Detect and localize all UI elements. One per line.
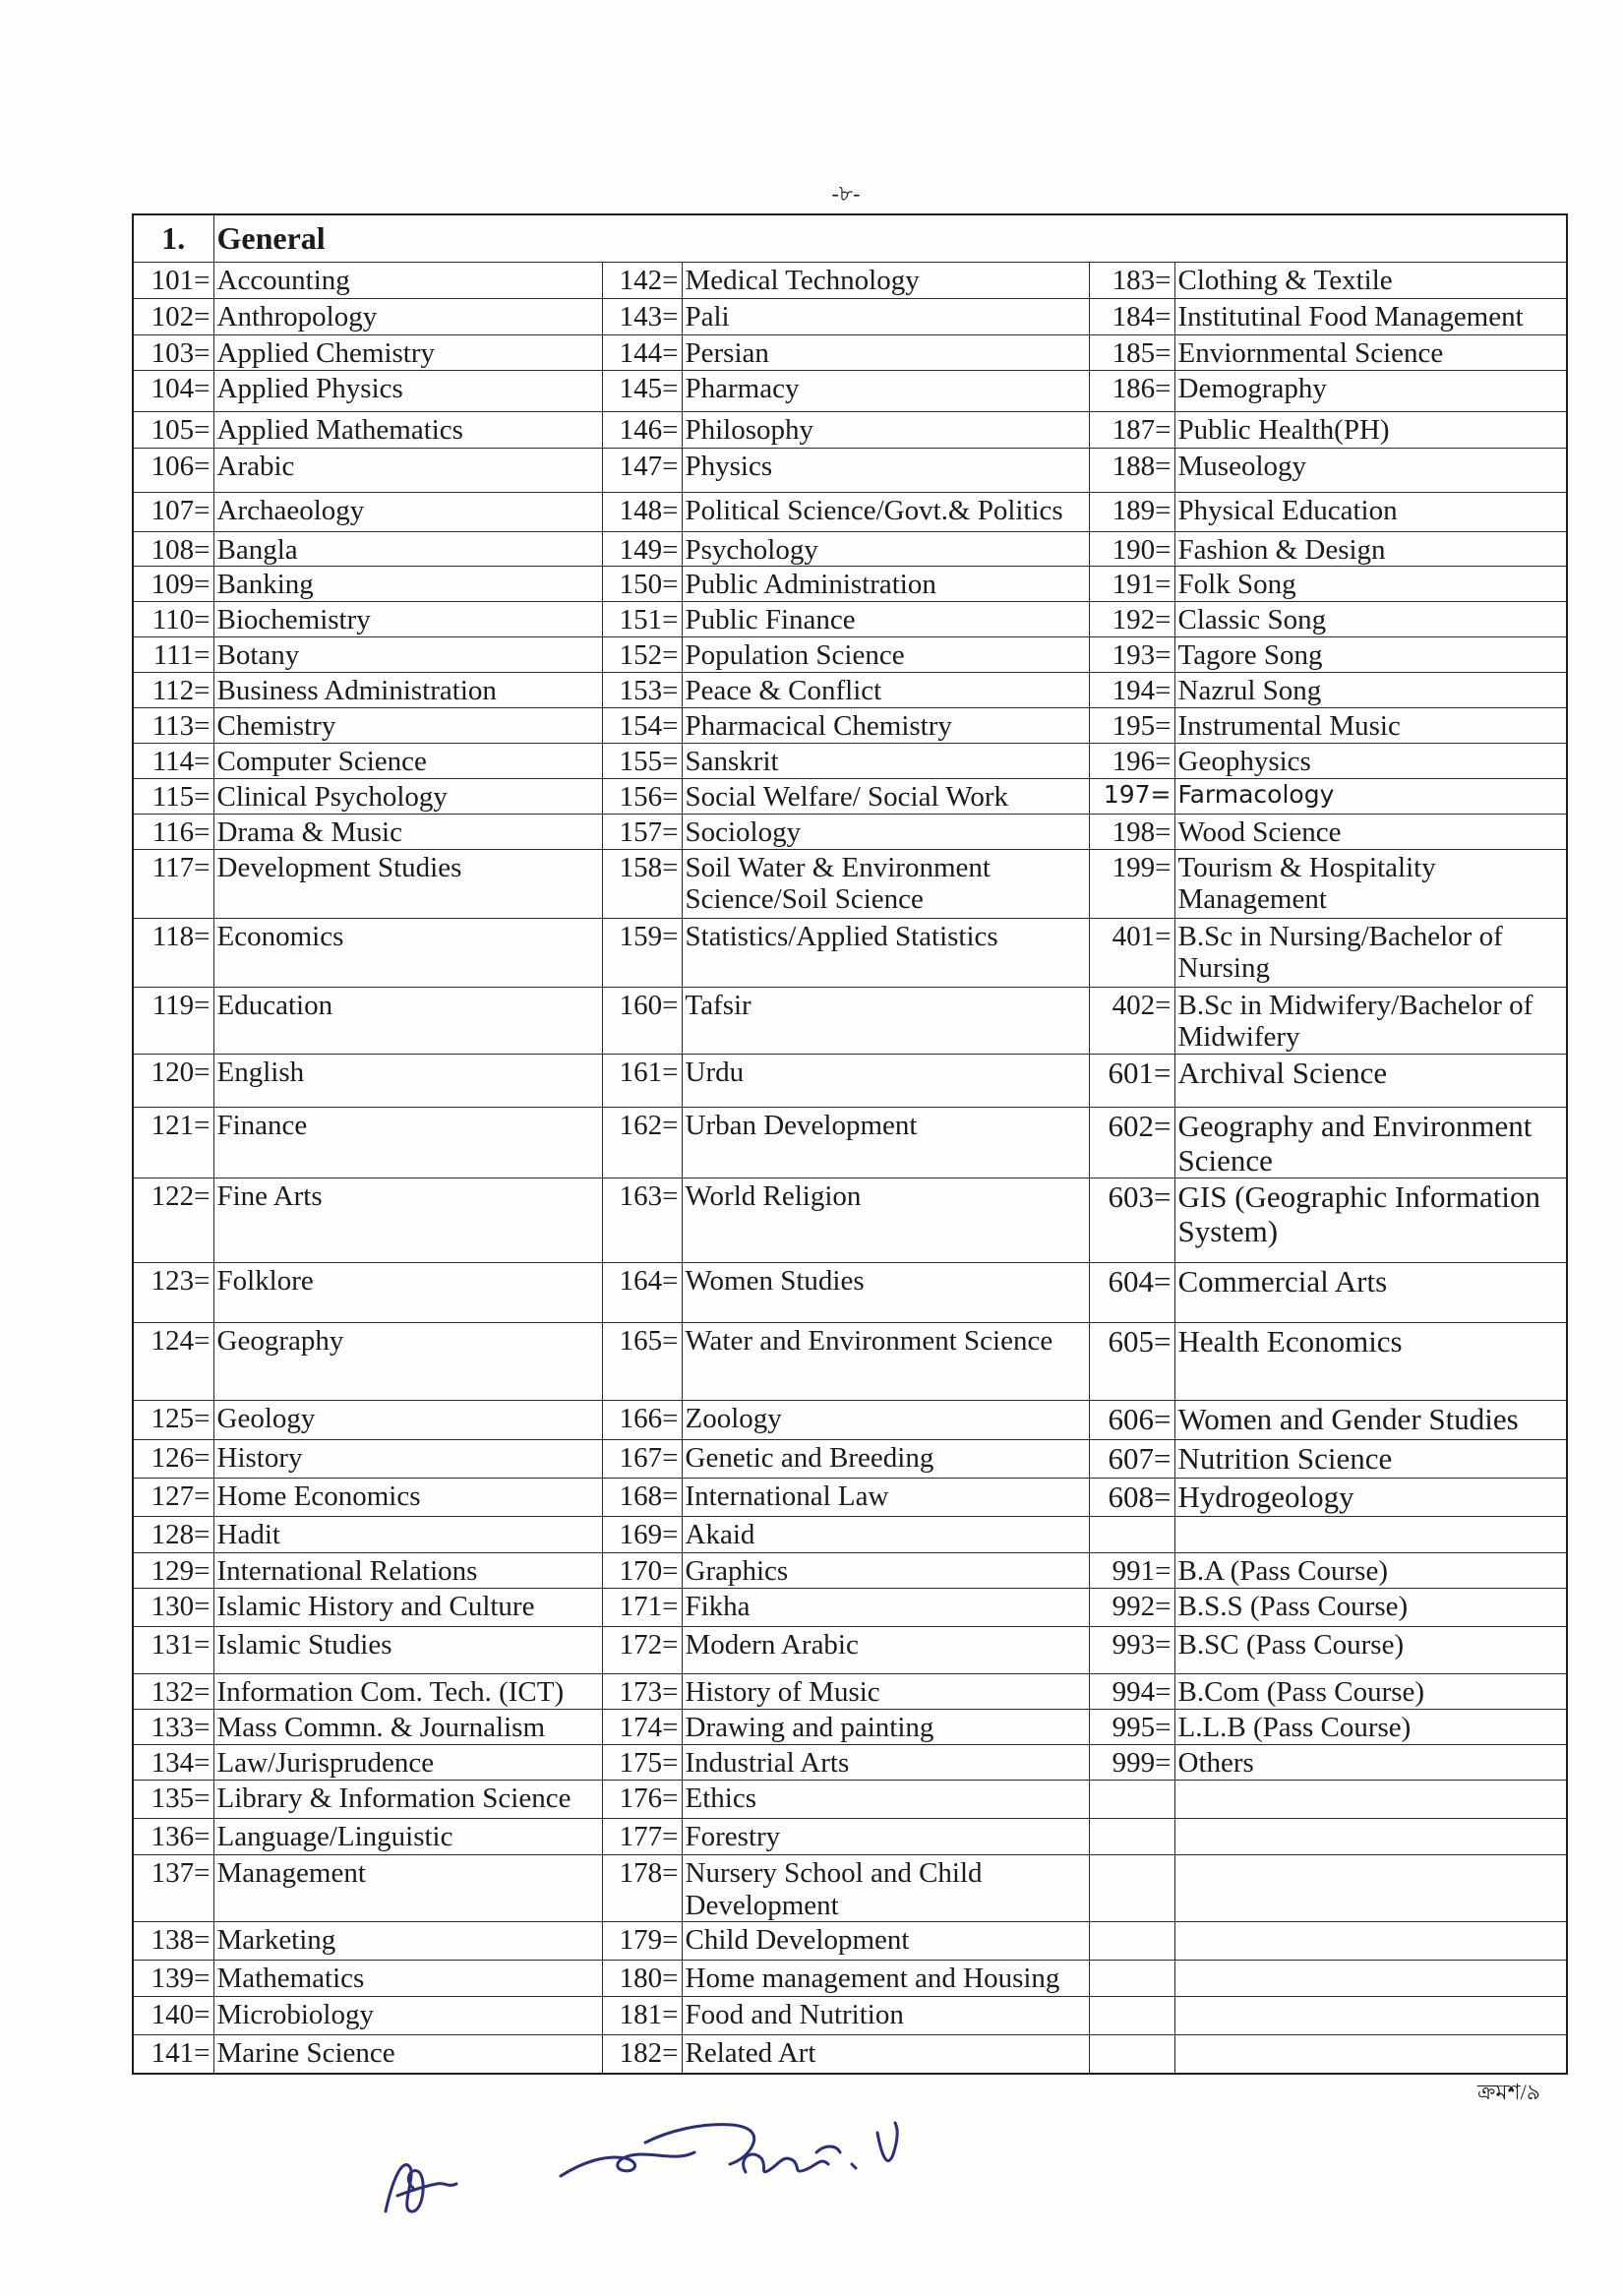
subject-code: 116= [133, 814, 213, 849]
subject-name: Political Science/Govt.& Politics [682, 492, 1089, 531]
subject-name: Applied Mathematics [213, 411, 602, 448]
subject-name: Islamic Studies [213, 1627, 602, 1674]
subject-name: Sanskrit [682, 743, 1089, 778]
table-row [133, 1323, 1567, 1401]
subject-code: 198= [1089, 814, 1174, 849]
table-row [133, 566, 1567, 601]
subject-code: 163= [602, 1178, 682, 1263]
subject-code: 117= [133, 849, 213, 918]
subject-name: Women Studies [682, 1263, 1089, 1323]
subject-code: 114= [133, 743, 213, 778]
subject-code: 191= [1089, 566, 1174, 601]
subject-name: Folk Song [1174, 566, 1567, 601]
table-row [133, 1479, 1567, 1517]
subject-code: 174= [602, 1710, 682, 1745]
subject-code: 601= [1089, 1054, 1174, 1107]
subject-name: Hydrogeology [1174, 1479, 1567, 1517]
subject-name: Geography [213, 1323, 602, 1401]
subject-code: 111= [133, 636, 213, 672]
signature-left [386, 2165, 456, 2212]
table-row [133, 1107, 1567, 1178]
table-row [133, 1553, 1567, 1589]
subject-code: 156= [602, 778, 682, 814]
table-row [133, 672, 1567, 707]
subject-code: 180= [602, 1961, 682, 1997]
subject-name: Hadit [213, 1517, 602, 1553]
signature-right [744, 2123, 898, 2172]
empty-cell [1089, 1961, 1174, 1997]
subject-name: Water and Environment Science [682, 1323, 1089, 1401]
subject-name: Public Health(PH) [1174, 411, 1567, 448]
subject-code: 145= [602, 370, 682, 411]
subject-code: 133= [133, 1710, 213, 1745]
subject-name: Tafsir [682, 987, 1089, 1054]
subject-name: Economics [213, 918, 602, 987]
subject-name: Geography and Environment Science [1174, 1107, 1567, 1178]
subject-name: World Religion [682, 1178, 1089, 1263]
subject-code: 108= [133, 531, 213, 566]
subject-name: Banking [213, 566, 602, 601]
subject-name: Farmacology [1174, 778, 1567, 814]
subject-code: 175= [602, 1745, 682, 1781]
subject-name: Marketing [213, 1922, 602, 1961]
subject-name: Mass Commn. & Journalism [213, 1710, 602, 1745]
subject-code: 170= [602, 1553, 682, 1589]
subject-name: Philosophy [682, 411, 1089, 448]
subject-name: Information Com. Tech. (ICT) [213, 1674, 602, 1710]
subject-code: 995= [1089, 1710, 1174, 1745]
empty-cell [1089, 1922, 1174, 1961]
subject-code: 169= [602, 1517, 682, 1553]
subject-name: Peace & Conflict [682, 672, 1089, 707]
subject-code: 126= [133, 1440, 213, 1479]
subject-name: Statistics/Applied Statistics [682, 918, 1089, 987]
subject-code: 172= [602, 1627, 682, 1674]
table-row [133, 1054, 1567, 1107]
subject-code: 999= [1089, 1745, 1174, 1781]
subject-code: 158= [602, 849, 682, 918]
table-row [133, 743, 1567, 778]
subject-code: 148= [602, 492, 682, 531]
subject-code: 135= [133, 1781, 213, 1819]
subject-code: 115= [133, 778, 213, 814]
empty-cell [1174, 1855, 1567, 1922]
table-row [133, 1745, 1567, 1781]
subject-name: Zoology [682, 1401, 1089, 1440]
subject-code: 152= [602, 636, 682, 672]
subject-code: 162= [602, 1107, 682, 1178]
table-row [133, 1627, 1567, 1674]
subject-code: 196= [1089, 743, 1174, 778]
subject-name: Fikha [682, 1589, 1089, 1627]
subject-code: 179= [602, 1922, 682, 1961]
subject-code: 187= [1089, 411, 1174, 448]
subject-code: 124= [133, 1323, 213, 1401]
subject-code: 991= [1089, 1553, 1174, 1589]
table-row [133, 1855, 1567, 1922]
table-row [133, 1710, 1567, 1745]
subject-name: Applied Physics [213, 370, 602, 411]
empty-cell [1089, 1997, 1174, 2035]
empty-cell [1089, 1819, 1174, 1855]
subject-name: Management [213, 1855, 602, 1922]
subject-code: 199= [1089, 849, 1174, 918]
empty-cell [1174, 1922, 1567, 1961]
table-row [133, 492, 1567, 531]
empty-cell [1174, 1781, 1567, 1819]
subject-name: Microbiology [213, 1997, 602, 2035]
subject-code: 131= [133, 1627, 213, 1674]
subject-code: 183= [1089, 262, 1174, 298]
subject-code: 121= [133, 1107, 213, 1178]
subject-code: 151= [602, 601, 682, 636]
subject-name: Physics [682, 448, 1089, 492]
subject-name: International Law [682, 1479, 1089, 1517]
subject-code: 129= [133, 1553, 213, 1589]
subject-name: Library & Information Science [213, 1781, 602, 1819]
subject-name: Classic Song [1174, 601, 1567, 636]
subject-name: Instrumental Music [1174, 707, 1567, 743]
subject-name: Archaeology [213, 492, 602, 531]
subject-name: Mathematics [213, 1961, 602, 1997]
subject-name: Nutrition Science [1174, 1440, 1567, 1479]
subject-code: 154= [602, 707, 682, 743]
subject-name: Urdu [682, 1054, 1089, 1107]
subject-name: History of Music [682, 1674, 1089, 1710]
subject-code: 155= [602, 743, 682, 778]
table-row [133, 262, 1567, 298]
subject-name: Public Administration [682, 566, 1089, 601]
table-row [133, 531, 1567, 566]
table-row [133, 370, 1567, 411]
subject-name: Fashion & Design [1174, 531, 1567, 566]
subject-code: 106= [133, 448, 213, 492]
subject-name: Enviornmental Science [1174, 334, 1567, 370]
subject-code: 149= [602, 531, 682, 566]
subject-code: 992= [1089, 1589, 1174, 1627]
subject-code: 127= [133, 1479, 213, 1517]
subject-name: Food and Nutrition [682, 1997, 1089, 2035]
subject-name: Pharmacical Chemistry [682, 707, 1089, 743]
empty-cell [1089, 1781, 1174, 1819]
table-row [133, 636, 1567, 672]
subject-name: Women and Gender Studies [1174, 1401, 1567, 1440]
subject-name: Biochemistry [213, 601, 602, 636]
subject-name: Archival Science [1174, 1054, 1567, 1107]
subject-name: L.L.B (Pass Course) [1174, 1710, 1567, 1745]
table-row [133, 1922, 1567, 1961]
subject-name: Urban Development [682, 1107, 1089, 1178]
subject-name: Islamic History and Culture [213, 1589, 602, 1627]
subject-name: Fine Arts [213, 1178, 602, 1263]
table-row [133, 1589, 1567, 1627]
subject-name: Education [213, 987, 602, 1054]
table-row [133, 778, 1567, 814]
subject-code: 193= [1089, 636, 1174, 672]
subject-name: Applied Chemistry [213, 334, 602, 370]
subject-code: 607= [1089, 1440, 1174, 1479]
table-row [133, 1961, 1567, 1997]
subject-code: 107= [133, 492, 213, 531]
subject-code: 112= [133, 672, 213, 707]
subject-code-table [132, 213, 1568, 2075]
table-row [133, 987, 1567, 1054]
subject-name: Ethics [682, 1781, 1089, 1819]
subject-code: 146= [602, 411, 682, 448]
subject-name: Commercial Arts [1174, 1263, 1567, 1323]
table-row [133, 1263, 1567, 1323]
table-row [133, 1674, 1567, 1710]
subject-name: B.S.S (Pass Course) [1174, 1589, 1567, 1627]
subject-name: Sociology [682, 814, 1089, 849]
subject-code: 138= [133, 1922, 213, 1961]
subject-name: Persian [682, 334, 1089, 370]
subject-name: Marine Science [213, 2035, 602, 2074]
subject-name: Law/Jurisprudence [213, 1745, 602, 1781]
subject-name: B.A (Pass Course) [1174, 1553, 1567, 1589]
subject-code: 110= [133, 601, 213, 636]
page-number: -৮- [831, 181, 861, 206]
subject-code: 120= [133, 1054, 213, 1107]
subject-code: 164= [602, 1263, 682, 1323]
empty-cell [1089, 1517, 1174, 1553]
subject-code: 402= [1089, 987, 1174, 1054]
table-row [133, 448, 1567, 492]
subject-code: 128= [133, 1517, 213, 1553]
subject-code: 130= [133, 1589, 213, 1627]
subject-name: Pali [682, 298, 1089, 334]
subject-name: Computer Science [213, 743, 602, 778]
subject-name: B.SC (Pass Course) [1174, 1627, 1567, 1674]
subject-name: Museology [1174, 448, 1567, 492]
subject-name: Drama & Music [213, 814, 602, 849]
subject-name: Modern Arabic [682, 1627, 1089, 1674]
table-row [133, 1997, 1567, 2035]
subject-name: Soil Water & Environment Science/Soil Science [682, 849, 1089, 918]
subject-name: Forestry [682, 1819, 1089, 1855]
subject-code: 605= [1089, 1323, 1174, 1401]
subject-name: Business Administration [213, 672, 602, 707]
continued-note: ক্রমশ/৯ [1476, 2080, 1540, 2104]
subject-name: Accounting [213, 262, 602, 298]
subject-code: 144= [602, 334, 682, 370]
subject-name: History [213, 1440, 602, 1479]
subject-code: 401= [1089, 918, 1174, 987]
table-row [133, 601, 1567, 636]
table-row [133, 849, 1567, 918]
table-row [133, 1440, 1567, 1479]
subject-code: 132= [133, 1674, 213, 1710]
table-row [133, 1517, 1567, 1553]
table-row [133, 2035, 1567, 2074]
subject-code: 104= [133, 370, 213, 411]
subject-code: 103= [133, 334, 213, 370]
table-row [133, 411, 1567, 448]
subject-name: Medical Technology [682, 262, 1089, 298]
subject-name: Pharmacy [682, 370, 1089, 411]
subject-code: 993= [1089, 1627, 1174, 1674]
subject-name: Clinical Psychology [213, 778, 602, 814]
subject-code: 140= [133, 1997, 213, 2035]
subject-code: 101= [133, 262, 213, 298]
subject-code: 122= [133, 1178, 213, 1263]
subject-code: 185= [1089, 334, 1174, 370]
subject-name: Genetic and Breeding [682, 1440, 1089, 1479]
subject-code: 194= [1089, 672, 1174, 707]
subject-code: 192= [1089, 601, 1174, 636]
subject-name: Clothing & Textile [1174, 262, 1567, 298]
table-row [133, 1819, 1567, 1855]
subject-name: Psychology [682, 531, 1089, 566]
subject-code: 168= [602, 1479, 682, 1517]
empty-cell [1174, 1997, 1567, 2035]
subject-code: 603= [1089, 1178, 1174, 1263]
subject-code: 102= [133, 298, 213, 334]
subject-code: 142= [602, 262, 682, 298]
section-header-row [133, 214, 1567, 262]
subject-name: Population Science [682, 636, 1089, 672]
subject-name: B.Com (Pass Course) [1174, 1674, 1567, 1710]
subject-name: Chemistry [213, 707, 602, 743]
subject-code: 105= [133, 411, 213, 448]
subject-name: Physical Education [1174, 492, 1567, 531]
subject-name: Botany [213, 636, 602, 672]
subject-code: 147= [602, 448, 682, 492]
subject-code: 165= [602, 1323, 682, 1401]
subject-name: Finance [213, 1107, 602, 1178]
empty-cell [1174, 1517, 1567, 1553]
empty-cell [1089, 2035, 1174, 2074]
subject-name: Anthropology [213, 298, 602, 334]
subject-code: 173= [602, 1674, 682, 1710]
subject-code: 186= [1089, 370, 1174, 411]
subject-name: Nazrul Song [1174, 672, 1567, 707]
subject-name: Arabic [213, 448, 602, 492]
section-title: General [213, 214, 1567, 262]
subject-code: 134= [133, 1745, 213, 1781]
subject-code: 118= [133, 918, 213, 987]
subject-code: 153= [602, 672, 682, 707]
subject-name: Child Development [682, 1922, 1089, 1961]
subject-name: Institutinal Food Management [1174, 298, 1567, 334]
subject-name: Tagore Song [1174, 636, 1567, 672]
subject-name: Geophysics [1174, 743, 1567, 778]
subject-name: Related Art [682, 2035, 1089, 2074]
subject-name: Home Economics [213, 1479, 602, 1517]
subject-code: 184= [1089, 298, 1174, 334]
table-row [133, 1401, 1567, 1440]
subject-code: 604= [1089, 1263, 1174, 1323]
subject-code: 195= [1089, 707, 1174, 743]
subject-name: Bangla [213, 531, 602, 566]
subject-code: 188= [1089, 448, 1174, 492]
section-number: 1. [133, 214, 213, 262]
subject-code: 190= [1089, 531, 1174, 566]
subject-code: 181= [602, 1997, 682, 2035]
subject-code: 119= [133, 987, 213, 1054]
subject-code: 157= [602, 814, 682, 849]
subject-code: 161= [602, 1054, 682, 1107]
subject-name: Language/Linguistic [213, 1819, 602, 1855]
subject-code: 125= [133, 1401, 213, 1440]
subject-code: 137= [133, 1855, 213, 1922]
subject-code: 189= [1089, 492, 1174, 531]
table-row [133, 1178, 1567, 1263]
signatures [354, 2115, 964, 2263]
subject-name: Folklore [213, 1263, 602, 1323]
table-row [133, 814, 1567, 849]
table-row [133, 298, 1567, 334]
table-row [133, 1781, 1567, 1819]
subject-code: 606= [1089, 1401, 1174, 1440]
subject-name: English [213, 1054, 602, 1107]
subject-name: Geology [213, 1401, 602, 1440]
subject-name: Nursery School and Child Development [682, 1855, 1089, 1922]
subject-code: 143= [602, 298, 682, 334]
table-row [133, 918, 1567, 987]
empty-cell [1174, 1819, 1567, 1855]
subject-code: 197= [1089, 778, 1174, 814]
subject-code: 159= [602, 918, 682, 987]
empty-cell [1089, 1855, 1174, 1922]
subject-code: 160= [602, 987, 682, 1054]
subject-name: GIS (Geographic Information System) [1174, 1178, 1567, 1263]
table-row [133, 334, 1567, 370]
subject-code: 602= [1089, 1107, 1174, 1178]
subject-code: 150= [602, 566, 682, 601]
subject-code: 141= [133, 2035, 213, 2074]
subject-name: Others [1174, 1745, 1567, 1781]
subject-name: Tourism & Hospitality Management [1174, 849, 1567, 918]
subject-code: 182= [602, 2035, 682, 2074]
subject-name: Development Studies [213, 849, 602, 918]
subject-code: 166= [602, 1401, 682, 1440]
subject-code: 139= [133, 1961, 213, 1997]
subject-name: Wood Science [1174, 814, 1567, 849]
subject-name: International Relations [213, 1553, 602, 1589]
subject-code: 123= [133, 1263, 213, 1323]
subject-name: Akaid [682, 1517, 1089, 1553]
subject-name: Home management and Housing [682, 1961, 1089, 1997]
table-row [133, 707, 1567, 743]
subject-name: Demography [1174, 370, 1567, 411]
subject-code: 136= [133, 1819, 213, 1855]
subject-code: 994= [1089, 1674, 1174, 1710]
subject-code: 171= [602, 1589, 682, 1627]
subject-name: Social Welfare/ Social Work [682, 778, 1089, 814]
subject-code: 109= [133, 566, 213, 601]
subject-code: 177= [602, 1819, 682, 1855]
subject-code: 113= [133, 707, 213, 743]
subject-name: Graphics [682, 1553, 1089, 1589]
empty-cell [1174, 1961, 1567, 1997]
subject-name: B.Sc in Midwifery/Bachelor of Midwifery [1174, 987, 1567, 1054]
subject-code: 167= [602, 1440, 682, 1479]
subject-name: B.Sc in Nursing/Bachelor of Nursing [1174, 918, 1567, 987]
signature-middle [561, 2125, 754, 2176]
subject-name: Drawing and painting [682, 1710, 1089, 1745]
subject-code: 608= [1089, 1479, 1174, 1517]
subject-code: 178= [602, 1855, 682, 1922]
subject-code: 176= [602, 1781, 682, 1819]
empty-cell [1174, 2035, 1567, 2074]
subject-name: Health Economics [1174, 1323, 1567, 1401]
subject-name: Industrial Arts [682, 1745, 1089, 1781]
subject-name: Public Finance [682, 601, 1089, 636]
